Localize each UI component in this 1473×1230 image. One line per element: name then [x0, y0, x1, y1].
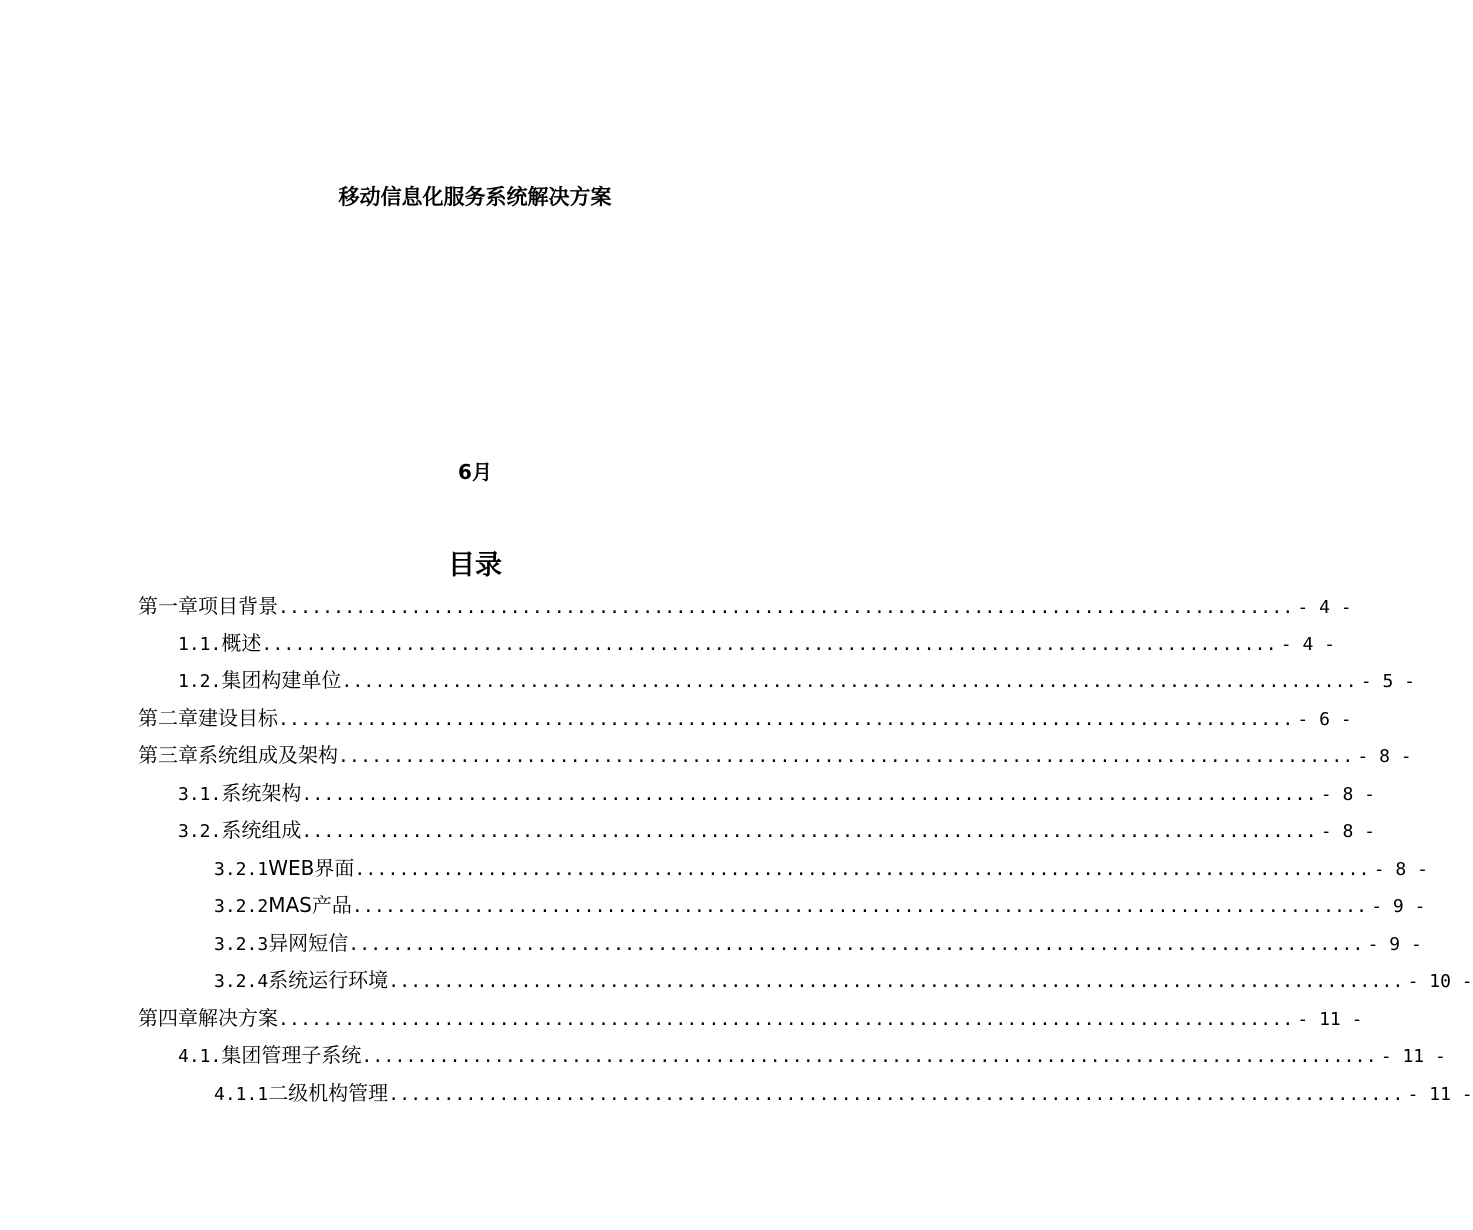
toc-entry-page: - 10 -	[1407, 971, 1473, 992]
toc-dot-leader: ............................................................................................	[261, 634, 1277, 655]
toc-entry[interactable]	[178, 779, 1375, 807]
toc-entry-label: 系统架构	[221, 781, 302, 805]
toc-dot-leader: ............................................................................................	[341, 671, 1357, 692]
toc-entry-number: 3.2.3	[214, 934, 269, 955]
toc-entry-label: MAS产品	[268, 893, 352, 917]
toc-entry-number: 第三章	[138, 743, 198, 767]
toc-entry[interactable]	[214, 891, 1426, 919]
toc-entry-number: 3.2.4	[214, 971, 269, 992]
toc-entry[interactable]	[138, 741, 1412, 769]
toc-entry-number: 3.2.1	[214, 859, 269, 880]
toc-entry[interactable]	[178, 1041, 1446, 1069]
toc-heading: 目录	[448, 550, 502, 581]
toc-entry-page: - 8 -	[1320, 784, 1375, 805]
toc-entry-label: 集团管理子系统	[221, 1043, 362, 1067]
toc-entry-page: - 9 -	[1371, 896, 1426, 917]
toc-entry-label: 异网短信	[268, 931, 349, 955]
toc-entry-page: - 6 -	[1297, 709, 1352, 730]
toc-entry-page: - 8 -	[1373, 859, 1428, 880]
toc-entry-label: 系统运行环境	[268, 968, 389, 992]
document-title: 移动信息化服务系统解决方案	[338, 185, 612, 209]
toc-entry-page: - 5 -	[1360, 671, 1415, 692]
toc-dot-leader: ............................................................................................	[301, 784, 1317, 805]
toc-entry[interactable]	[178, 816, 1375, 844]
toc-dot-leader: ............................................................................................	[338, 746, 1354, 767]
toc-entry[interactable]	[178, 666, 1415, 694]
toc-entry-page: - 4 -	[1280, 634, 1335, 655]
toc-dot-leader: ............................................................................................	[278, 1009, 1294, 1030]
toc-dot-leader: ............................................................................................	[354, 859, 1370, 880]
document-date: 6月	[458, 460, 492, 484]
toc-dot-leader: ............................................................................................	[278, 597, 1294, 618]
toc-entry-number: 3.2.2	[214, 896, 269, 917]
toc-dot-leader: ............................................................................................	[278, 709, 1294, 730]
toc-entry[interactable]	[214, 854, 1428, 882]
toc-dot-leader: ............................................................................................	[348, 934, 1364, 955]
toc-entry-label: 集团构建单位	[221, 668, 342, 692]
toc-entry[interactable]	[138, 704, 1352, 732]
toc-entry-label: 项目背景	[198, 594, 278, 618]
toc-entry-number: 第二章	[138, 706, 198, 730]
toc-entry-number: 第四章	[138, 1006, 198, 1030]
toc-entry-page: - 11 -	[1407, 1084, 1473, 1105]
toc-entry-page: - 8 -	[1320, 821, 1375, 842]
toc-entry-label: 系统组成	[221, 818, 302, 842]
toc-entry-number: 第一章	[138, 594, 198, 618]
toc-dot-leader: ............................................................................................	[388, 971, 1404, 992]
toc-entry-label: 系统组成及架构	[198, 743, 338, 767]
toc-entry-label: 建设目标	[198, 706, 278, 730]
toc-entry-label: WEB界面	[268, 856, 355, 880]
toc-entry[interactable]	[214, 1079, 1473, 1107]
toc-entry[interactable]	[214, 966, 1473, 994]
toc-entry-label: 解决方案	[198, 1006, 278, 1030]
toc-entry-number: 3.1.	[178, 784, 222, 805]
toc-entry-page: - 8 -	[1357, 746, 1412, 767]
toc-entry-number: 3.2.	[178, 821, 222, 842]
toc-dot-leader: ............................................................................................	[301, 821, 1317, 842]
toc-entry-number: 1.1.	[178, 634, 222, 655]
toc-entry[interactable]	[178, 629, 1335, 657]
toc-entry-label: 二级机构管理	[268, 1081, 389, 1105]
toc-dot-leader: ............................................................................................	[351, 896, 1368, 917]
toc-dot-leader: ............................................................................................	[361, 1046, 1377, 1067]
toc-entry-number: 1.2.	[178, 671, 222, 692]
toc-entry[interactable]	[214, 929, 1422, 957]
toc-entry-page: - 11 -	[1380, 1046, 1446, 1067]
toc-entry[interactable]	[138, 592, 1352, 620]
toc-entry-page: - 11 -	[1297, 1009, 1363, 1030]
toc-entry-number: 4.1.	[178, 1046, 222, 1067]
toc-entry[interactable]	[138, 1004, 1363, 1032]
toc-entry-number: 4.1.1	[214, 1084, 269, 1105]
toc-entry-page: - 9 -	[1367, 934, 1422, 955]
toc-entry-label: 概述	[221, 631, 262, 655]
toc-entry-page: - 4 -	[1297, 597, 1352, 618]
toc-dot-leader: ............................................................................................	[388, 1084, 1404, 1105]
